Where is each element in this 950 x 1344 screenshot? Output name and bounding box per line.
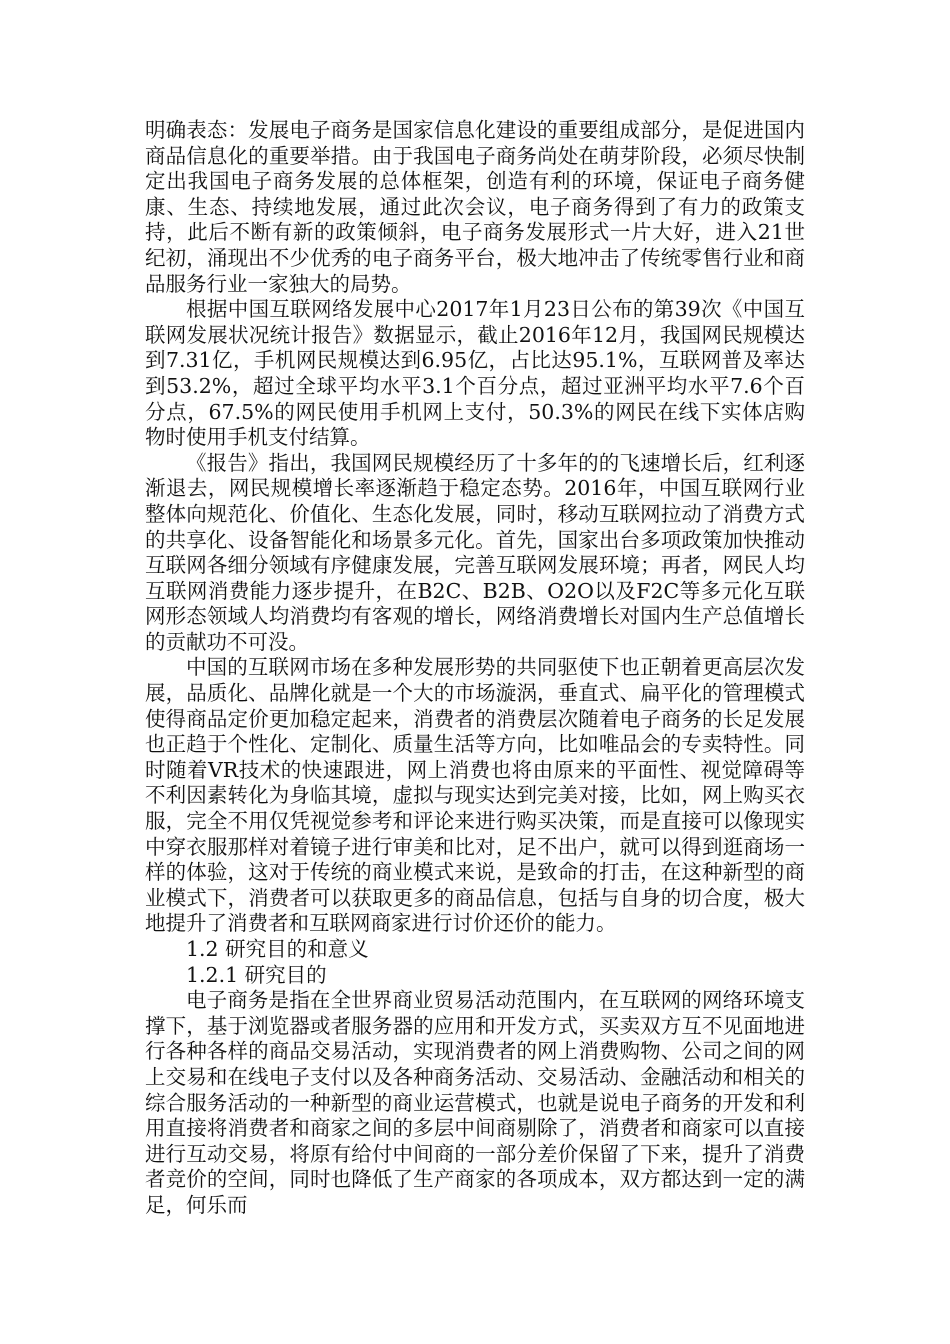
- paragraph-ecommerce-definition: 电子商务是指在全世界商业贸易活动范围内，在互联网的网络环境支撑下，基于浏览器或者服务器的应用和开发方式，买卖双方互不见面地进行各种各样的商品交易活动，实现消费者的网上消费购物、公司之间的网上交易和在线电子支付以及各种商务活动、交易活动、金融活动和相关的综合服务活动的一种新型的商业运营模式，也就是说电子商务的开发和利用直接将消费者和商家之间的多层中间商剔除了，消费者和商家可以直接进行互动交易，将原有给付中间商的一部分差价保留了下来，提升了消费者竞价的空间，同时也降低了生产商家的各项成本，双方都达到一定的满足，何乐而: [145, 988, 805, 1217]
- document-body: [145, 118, 805, 1219]
- paragraph-continuation: 明确表态：发展电子商务是国家信息化建设的重要组成部分，是促进国内商品信息化的重要举措。由于我国电子商务尚处在萌芽阶段，必须尽快制定出我国电子商务发展的总体框架，创造有利的环境，保证电子商务健康、生态、持续地发展，通过此次会议，电子商务得到了有力的政策支持，此后不断有新的政策倾斜，电子商务发展形式一片大好，进入21世纪初，涌现出不少优秀的电子商务平台，极大地冲击了传统零售行业和商品服务行业一家独大的局势。: [145, 118, 805, 296]
- paragraph-market-development: 中国的互联网市场在多种发展形势的共同驱使下也正朝着更高层次发展，品质化、品牌化就是一个大的市场漩涡，垂直式、扁平化的管理模式使得商品定价更加稳定起来，消费者的消费层次随着电子商务的长足发展也正趋于个性化、定制化、质量生活等方向，比如唯品会的专卖特性。同时随着VR技术的快速跟进，网上消费也将由原来的平面性、视觉障碍等不利因素转化为身临其境，虚拟与现实达到完美对接，比如，网上购买衣服，完全不用仅凭视觉参考和评论来进行购买决策，而是直接可以像现实中穿衣服那样对着镜子进行审美和比对，足不出户，就可以得到逛商场一样的体验，这对于传统的商业模式来说，是致命的打击，在这种新型的商业模式下，消费者可以获取更多的商品信息，包括与自身的切合度，极大地提升了消费者和互联网商家进行讨价还价的能力。: [145, 655, 805, 936]
- paragraph-report-findings: 《报告》指出，我国网民规模经历了十多年的的飞速增长后，红利逐渐退去，网民规模增长率逐渐趋于稳定态势。2016年，中国互联网行业整体向规范化、价值化、生态化发展，同时，移动互联网拉动了消费方式的共享化、设备智能化和场景多元化。首先，国家出台多项政策加快推动互联网各细分领域有序健康发展，完善互联网发展环境；再者，网民人均互联网消费能力逐步提升，在B2C、B2B、O2O以及F2C等多元化互联网形态领域人均消费均有客观的增长，网络消费增长对国内生产总值增长的贡献功不可没。: [145, 450, 805, 654]
- paragraph-internet-statistics: 根据中国互联网络发展中心2017年1月23日公布的第39次《中国互联网发展状况统计报告》数据显示，截止2016年12月，我国网民规模达到7.31亿，手机网民规模达到6.95亿，占比达95.1%，互联网普及率达到53.2%，超过全球平均水平3.1个百分点，超过亚洲平均水平7.6个百分点，67.5%的网民使用手机网上支付，50.3%的网民在线下实体店购物时使用手机支付结算。: [145, 297, 805, 450]
- subsection-heading: 1.2.1 研究目的: [186, 962, 327, 987]
- section-heading: 1.2 研究目的和意义: [186, 937, 369, 961]
